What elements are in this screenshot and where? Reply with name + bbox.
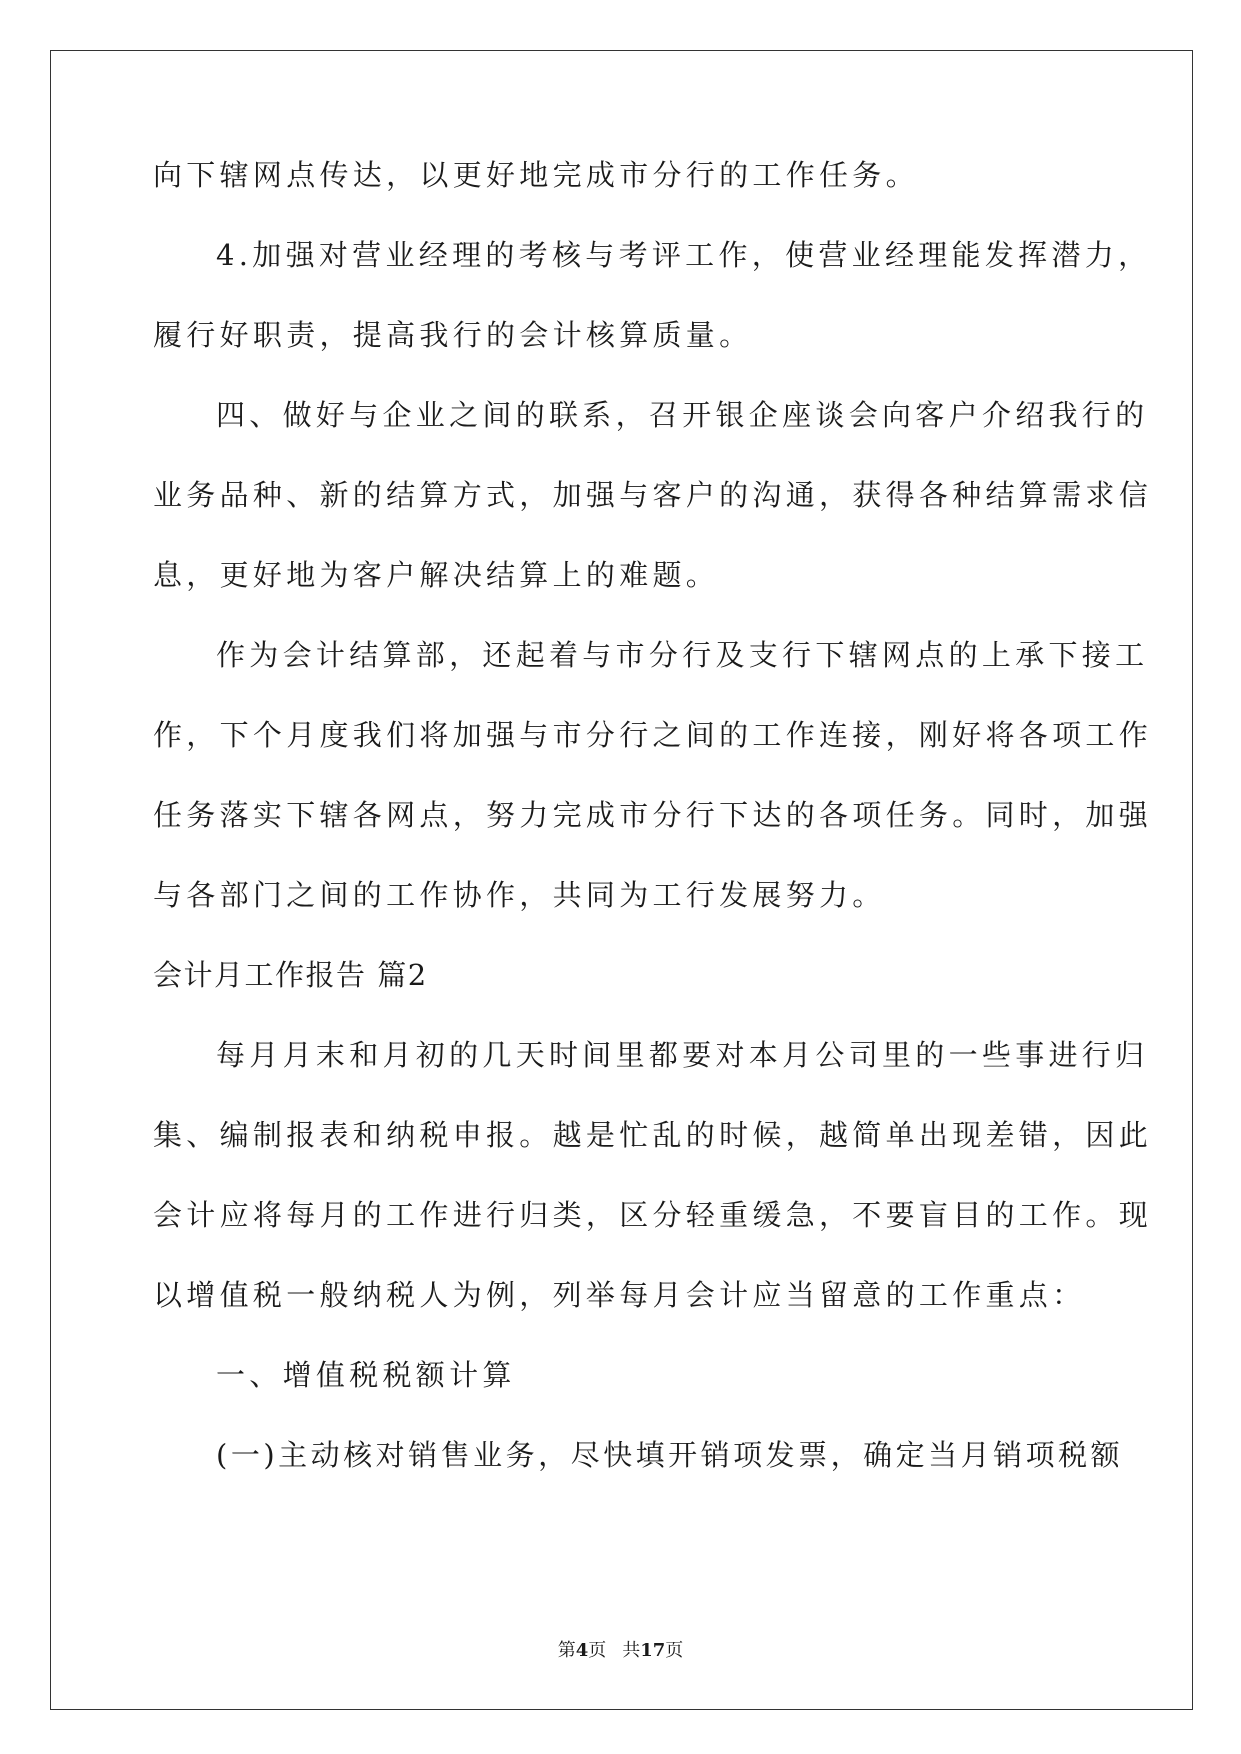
paragraph-line: 作为会计结算部，还起着与市分行及支行下辖网点的上承下接工 [216, 638, 1149, 672]
paragraph-line: 4.加强对营业经理的考核与考评工作，使营业经理能发挥潜力， [216, 238, 1152, 272]
paragraph-line: 集、编制报表和纳税申报。越是忙乱的时候，越简单出现差错，因此 [153, 1118, 1153, 1152]
subheading-line: 一、增值税税额计算 [216, 1358, 516, 1392]
document-body [153, 158, 1153, 1520]
paragraph-line: (一)主动核对销售业务，尽快填开销项发票，确定当月销项税额 [216, 1438, 1124, 1472]
paragraph-line: 息，更好地为客户解决结算上的难题。 [153, 558, 720, 592]
footer-total-suffix: 页 [665, 1640, 684, 1661]
footer-total-pages: 17 [640, 1640, 666, 1661]
footer-prefix: 第 [557, 1640, 576, 1661]
paragraph-line: 履行好职责，提高我行的会计核算质量。 [153, 318, 753, 352]
paragraph-line: 四、做好与企业之间的联系，召开银企座谈会向客户介绍我行的 [216, 398, 1149, 432]
paragraph-line: 每月月末和月初的几天时间里都要对本月公司里的一些事进行归 [216, 1038, 1149, 1072]
footer-page-number: 4 [575, 1640, 589, 1661]
footer-total-prefix: 共 [622, 1640, 641, 1661]
paragraph-line: 向下辖网点传达，以更好地完成市分行的工作任务。 [153, 158, 919, 192]
section-heading: 会计月工作报告 篇2 [153, 958, 428, 992]
paragraph-line: 业务品种、新的结算方式，加强与客户的沟通，获得各种结算需求信 [153, 478, 1153, 512]
paragraph-line: 任务落实下辖各网点，努力完成市分行下达的各项任务。同时，加强 [153, 798, 1153, 832]
footer-page-suffix: 页 [588, 1640, 607, 1661]
paragraph-line: 会计应将每月的工作进行归类，区分轻重缓急，不要盲目的工作。现 [153, 1198, 1153, 1232]
paragraph-line: 以增值税一般纳税人为例，列举每月会计应当留意的工作重点： [153, 1278, 1086, 1312]
paragraph-line: 与各部门之间的工作协作，共同为工行发展努力。 [153, 878, 886, 912]
page-footer [0, 1636, 1241, 1662]
paragraph-line: 作，下个月度我们将加强与市分行之间的工作连接，刚好将各项工作 [153, 718, 1153, 752]
